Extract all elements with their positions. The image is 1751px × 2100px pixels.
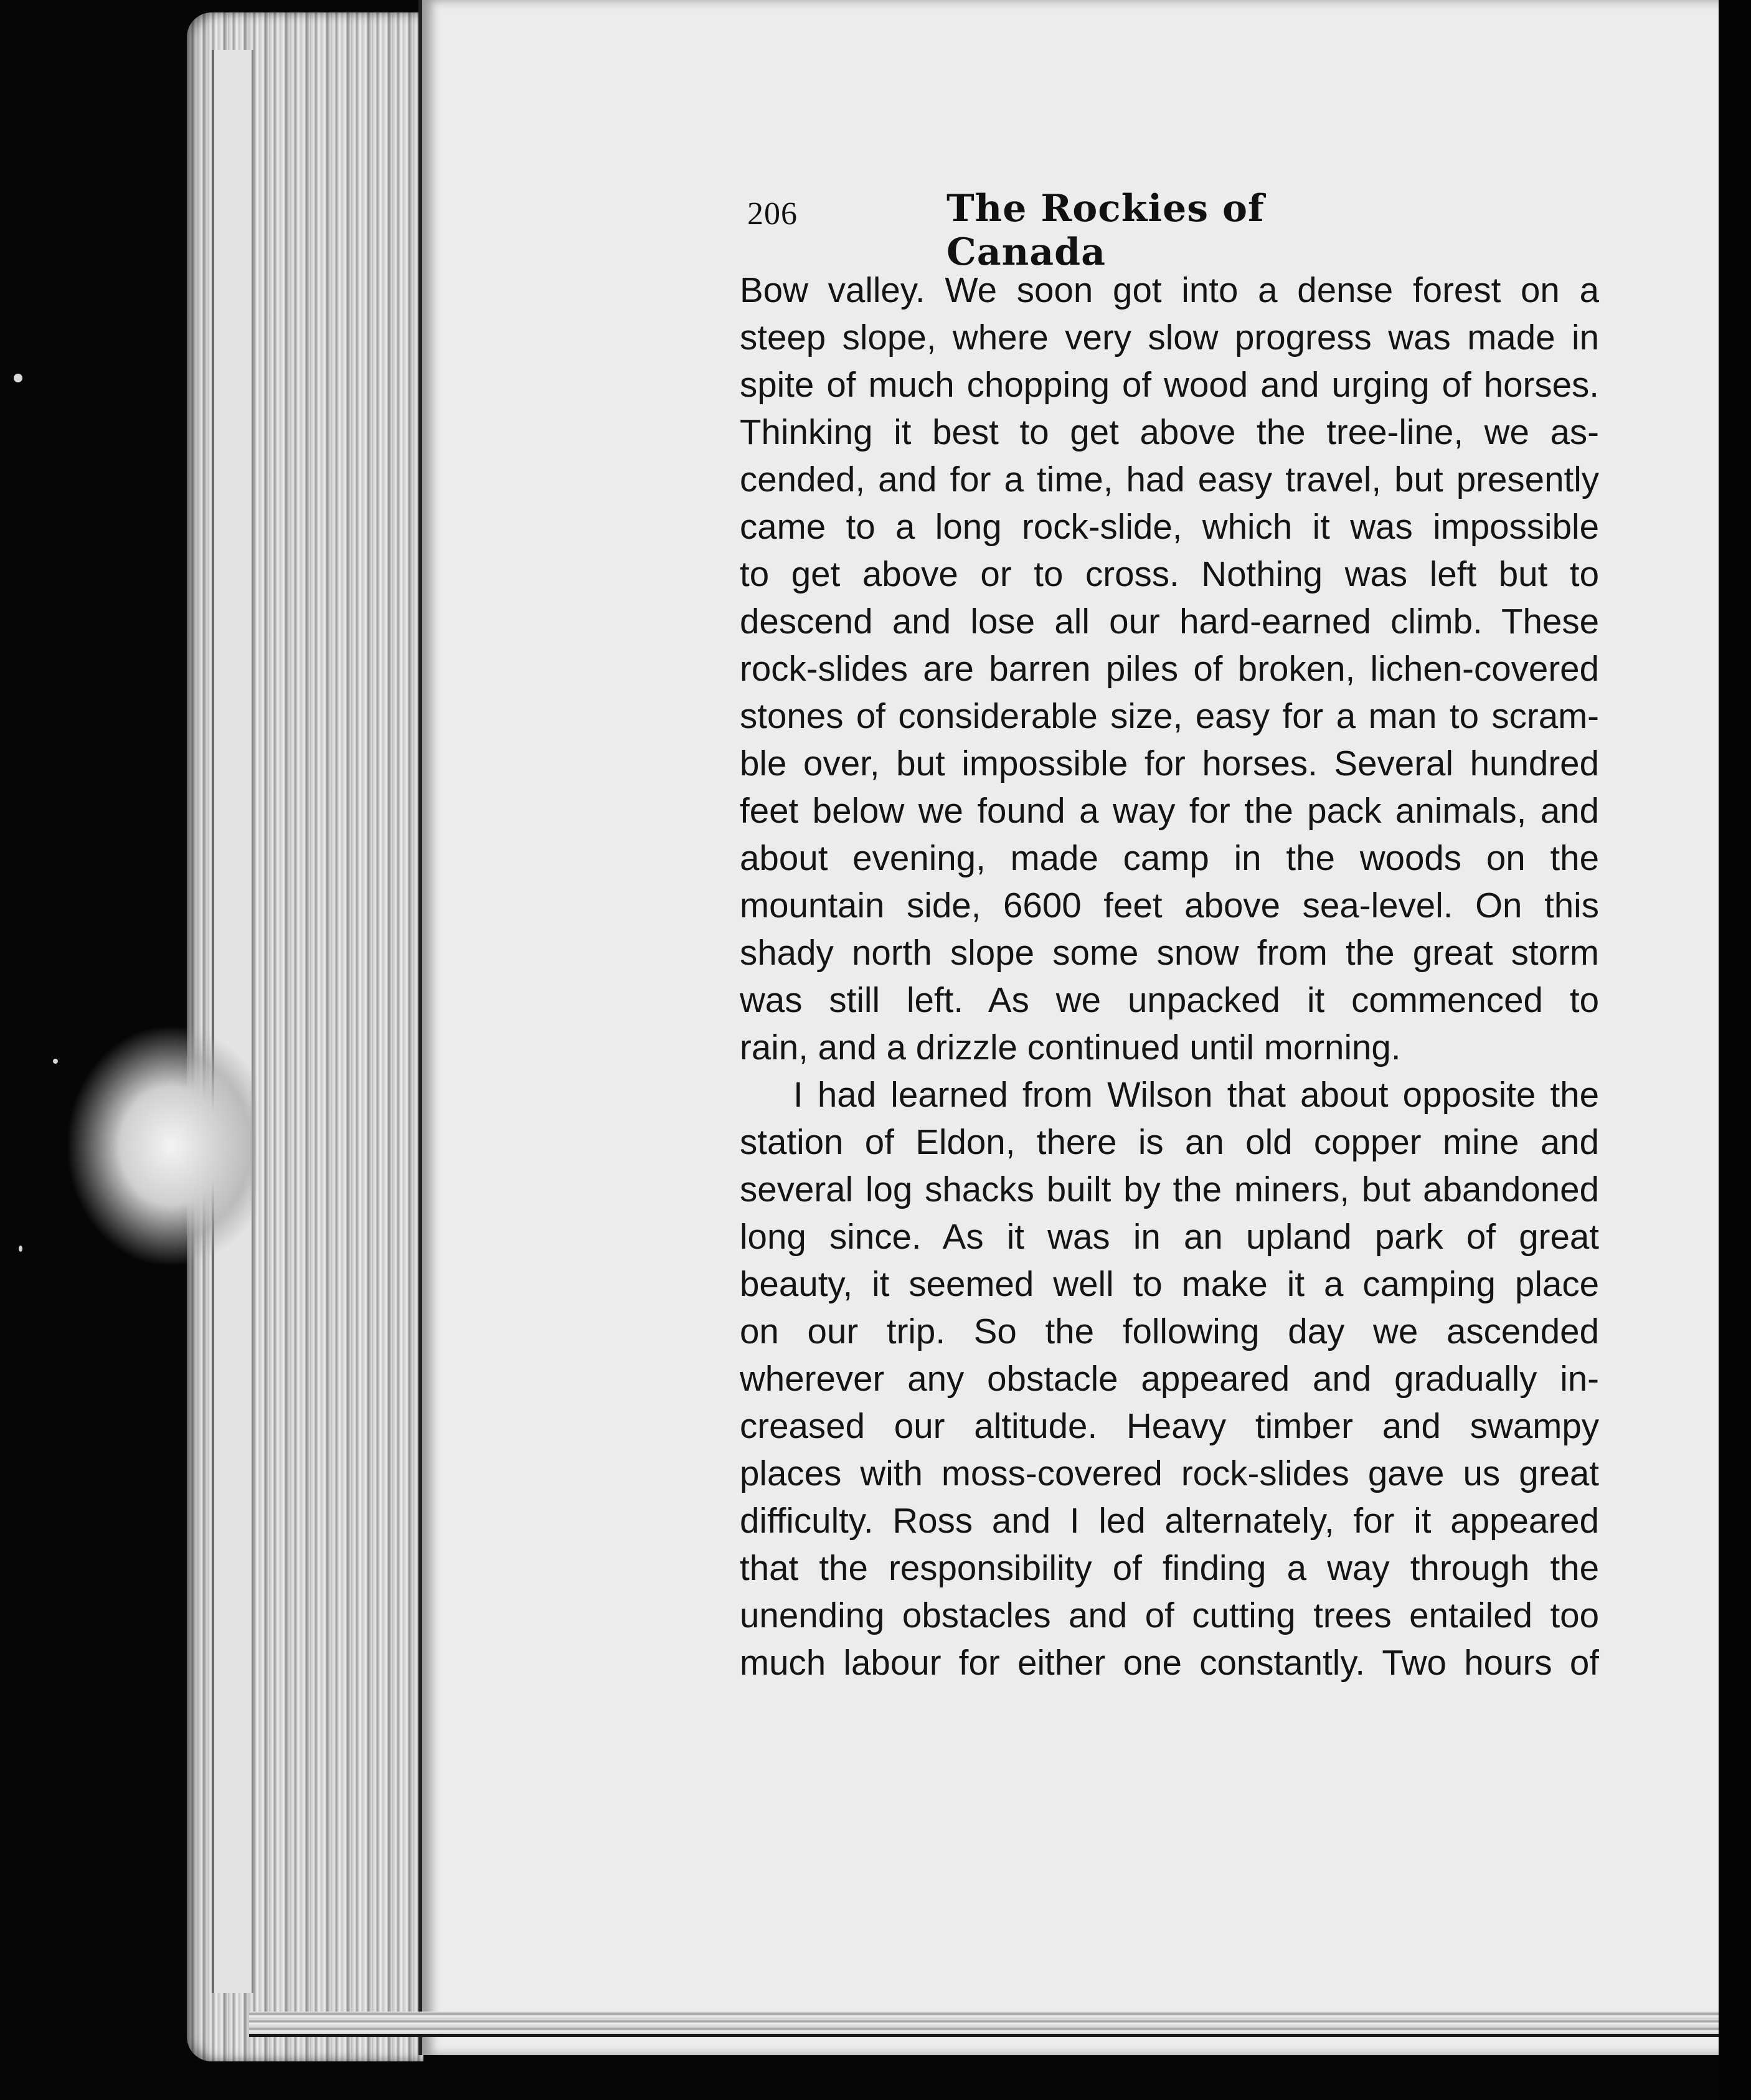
text-line: creased our altitude. Heavy timber and swampy bbox=[740, 1406, 1599, 1445]
text-line: feet below we found a way for the pack animals, and bbox=[740, 791, 1599, 830]
body-text bbox=[740, 267, 1599, 1686]
text-line: much labour for either one constantly. Two hours of bbox=[740, 1643, 1599, 1682]
text-line: about evening, made camp in the woods on the bbox=[740, 838, 1599, 877]
text-line: places with moss-covered rock-slides gave us great bbox=[740, 1454, 1599, 1493]
text-line: came to a long rock-slide, which it was impossible bbox=[740, 507, 1599, 546]
text-line: difficulty. Ross and I led alternately, for it appeared bbox=[740, 1501, 1599, 1540]
text-line: that the responsibility of finding a way through the bbox=[740, 1548, 1599, 1587]
page-edge-strip bbox=[212, 50, 253, 1993]
text-line: unending obstacles and of cutting trees entailed too bbox=[740, 1596, 1599, 1635]
text-line: wherever any obstacle appeared and gradually in- bbox=[740, 1359, 1599, 1398]
text-line: long since. As it was in an upland park of great bbox=[740, 1217, 1599, 1256]
page-bottom-edges bbox=[249, 2012, 1725, 2037]
text-line: on our trip. So the following day we ascended bbox=[740, 1312, 1599, 1351]
right-border bbox=[1719, 0, 1751, 2100]
text-line: cended, and for a time, had easy travel, but presently bbox=[740, 460, 1599, 499]
text-line: several log shacks built by the miners, but abandoned bbox=[740, 1170, 1599, 1209]
text-line: to get above or to cross. Nothing was left but to bbox=[740, 554, 1599, 594]
text-line: descend and lose all our hard-earned climb. These bbox=[740, 602, 1599, 641]
text-line: Thinking it best to get above the tree-line, we as- bbox=[740, 412, 1599, 452]
text-line: ble over, but impossible for horses. Several hundred bbox=[740, 744, 1599, 783]
text-line: was still left. As we unpacked it commenced to bbox=[740, 980, 1599, 1019]
margin-speck bbox=[19, 1246, 22, 1252]
page-header bbox=[747, 187, 1382, 274]
paper-stain bbox=[68, 1028, 255, 1264]
text-line: mountain side, 6600 feet above sea-level. On this bbox=[740, 886, 1599, 925]
margin-speck bbox=[53, 1059, 58, 1064]
text-line: station of Eldon, there is an old copper mine and bbox=[740, 1122, 1599, 1161]
text-line: shady north slope some snow from the great storm bbox=[740, 933, 1599, 972]
page-number: 206 bbox=[747, 196, 798, 232]
text-line: Bow valley. We soon got into a dense forest on a bbox=[740, 270, 1599, 310]
text-line: spite of much chopping of wood and urging of horses. bbox=[740, 365, 1599, 404]
running-title: The Rockies of Canada bbox=[946, 187, 1265, 274]
text-line: steep slope, where very slow progress was made in bbox=[740, 318, 1599, 357]
text-line: I had learned from Wilson that about opposite the bbox=[793, 1075, 1599, 1114]
text-line: beauty, it seemed well to make it a camping place bbox=[740, 1264, 1599, 1303]
margin-speck bbox=[14, 374, 22, 382]
text-line: rock-slides are barren piles of broken, lichen-covered bbox=[740, 649, 1599, 688]
text-line: rain, and a drizzle continued until morning. bbox=[740, 1028, 1401, 1067]
text-line: stones of considerable size, easy for a man to scram- bbox=[740, 696, 1599, 735]
